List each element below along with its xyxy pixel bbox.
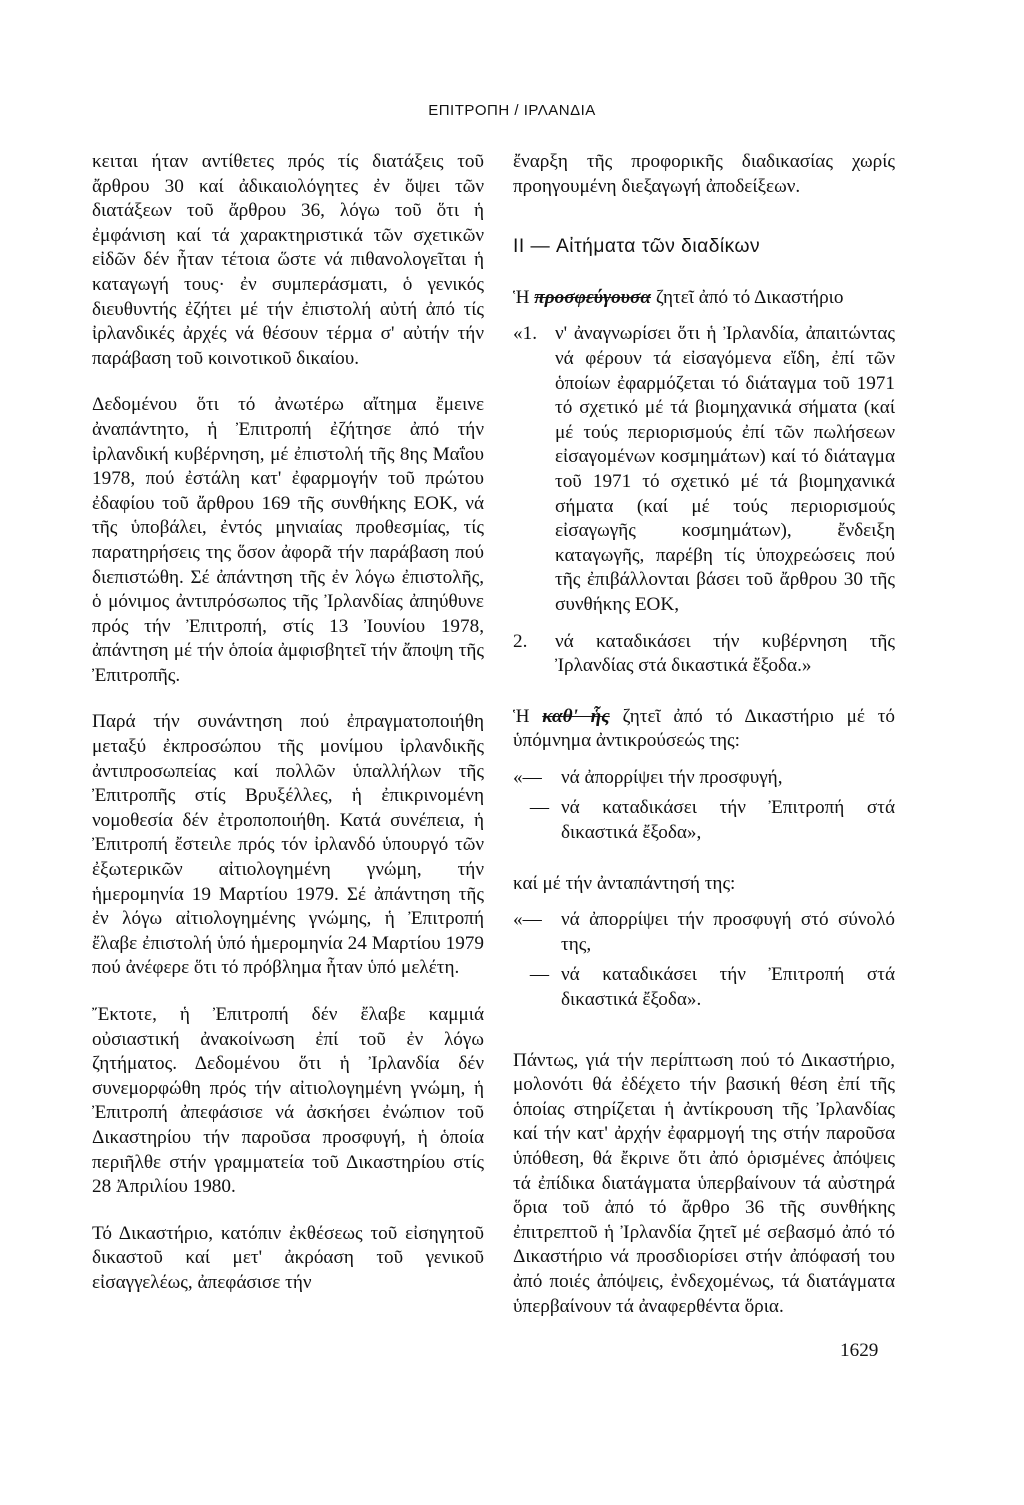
applicant-intro-prefix: Ἡ	[513, 286, 530, 308]
applicant-intro-suffix: ζητεῖ ἀπό τό Δικαστήριο	[655, 286, 844, 308]
page-number: 1629	[840, 1340, 879, 1361]
defendant-intro-prefix: Ἡ	[513, 705, 530, 727]
claim-item	[513, 322, 895, 617]
paragraph: Τό Δικαστήριο, κατόπιν ἐκθέσεως τοῦ εἰσηγητοῦ δικαστοῦ καί μετ' ἀκρόαση τοῦ γενικοῦ εἰσαγγελέως, ἀπεφάσισε τήν	[92, 1222, 484, 1293]
claim-item	[513, 630, 895, 679]
defendant-intro-suffix: ζητεῖ ἀπό τό Δικαστήριο μέ τό ὑπόμνημα ἀντικρούσεώς της:	[513, 705, 896, 752]
paragraph: Παρά τήν συνάντηση πού ἐπραγματοποιήθη μεταξύ ἐκπροσώπου τῆς μονίμου ἰρλανδικῆς ἀντιπροσωπείας καί πολλῶν ὑπαλλήλων τῆς Ἐπιτροπῆς στίς Βρυξέλλες, ἡ ἐπικρινομένη νομοθεσία δέν ἐτροποποιήθη. Κατά συνέπεια, ἡ Ἐπιτροπή ἔστειλε πρός τόν ἰρλανδό ὑπουργό τῶν ἐξωτερικῶν αἰτιολογημένη γνώμη, τήν ἡμερομηνία 19 Μαρτίου 1979. Σέ ἀπάντηση τῆς ἐν λόγω αἰτιολογημένης γνώμης, ἡ Ἐπιτροπή ἔλαβε ἐπιστολή ὑπό ἡμερομηνία 24 Μαρτίου 1979 πού ἀνέφερε ὅτι τό πρόβλημα ἦταν ὑπό μελέτη.	[92, 711, 484, 979]
paragraph: Δεδομένου ὅτι τό ἀνωτέρω αἴτημα ἔμεινε ἀναπάντητο, ἡ Ἐπιτροπή ἐζήτησε ἀπό τήν ἰρλανδική κυβέρνηση, μέ ἐπιστολή τῆς 8ης Μαΐου 1978, πού ἐστάλη κατ' ἐφαρμογήν τοῦ πρώτου ἐδαφίου τοῦ ἄρθρου 169 τῆς συνθήκης ΕΟΚ, νά τῆς ὑποβάλει, ἐντός μηνιαίας προθεσμίας, τίς παρατηρήσεις της ὅσον ἀφορᾶ τήν παράβαση πού διεπιστώθη. Σέ ἀπάντηση τῆς ἐν λόγω ἐπιστολῆς, ὁ μόνιμος ἀντιπρόσωπος τῆς Ἰρλανδίας ἀπηύθυνε πρός τήν Ἐπιτροπή, στίς 13 Ἰουνίου 1978, ἀπάντηση μέ τήν ὁποία ἀμφισβητεῖ τήν ἄποψη τῆς Ἐπιτροπῆς.	[92, 394, 484, 686]
rejoinder-claim	[513, 908, 895, 957]
dash-marker: «—	[513, 909, 542, 931]
right-column	[513, 150, 895, 1319]
claim-text: νά καταδικάσει τήν Ἐπιτροπή στά δικαστικά ἔξοδα».	[561, 964, 895, 1011]
dash-marker: —	[529, 797, 549, 819]
defendant-intro	[513, 705, 895, 754]
paragraph: Πάντως, γιά τήν περίπτωση πού τό Δικαστήριο, μολονότι θά ἐδέχετο τήν βασική θέση ἐπί τῆς ὁποίας στηρίζεται ἡ ἀντίκρουση τῆς Ἰρλανδίας καί τήν κατ' ἀρχήν ἐφαρμογή της στήν παροῦσα ὑπόθεση, θά ἔκρινε ὅτι ἀπό ὁρισμένες ἀπόψεις τά ἐπίδικα διατάγματα ὑπερβαίνουν τά αὐστηρά ὅρια τοῦ ἀπό τό ἄρθρο 36 τῆς συνθήκης ἐπιτρεπτοῦ ἡ Ἰρλανδία ζητεῖ μέ σεβασμό ἀπό τό Δικαστήριο νά προσδιορίσει στήν ἀπόφασή του ἀπό ποιές ἀπόψεις, ἐνδεχομένως, τά διατάγματα ὑπερβαίνουν τά ἀναφερθέντα ὅρια.	[513, 1049, 895, 1317]
claim-text: νά καταδικάσει τήν Ἐπιτροπή στά δικαστικά ἔξοδα»,	[561, 797, 895, 844]
left-column	[92, 150, 484, 1296]
running-title: ΕΠΙΤΡΟΠΗ / ΙΡΛΑΝΔΙΑ	[428, 102, 596, 119]
claim-text: ν' ἀναγνωρίσει ὅτι ἡ Ἰρλανδία, ἀπαιτώντας νά φέρουν τά εἰσαγόμενα εἴδη, ἐπί τῶν ὁποίων ἐφαρμόζεται τό διάταγμα τοῦ 1971 τό σχετικό μέ τά βιομηχανικά σήματα (καί μέ τούς περιορισμούς ἐπί τῶν πωλήσεων εἰσαγομένων κοσμημάτων) καί τό διάταγμα τοῦ 1971 τό σχετικό μέ τά βιομηχανικά σήματα (καί μέ τούς περιορισμούς εἰσαγωγῆς κοσμημάτων), ἔνδειξη καταγωγῆς, παρέβη τίς ὑποχρεώσεις πού τῆς ἐπιβάλλονται βάσει τοῦ ἄρθρου 30 τῆς συνθήκης ΕΟΚ,	[555, 323, 895, 615]
claim-text: νά ἀπορρίψει τήν προσφυγή στό σύνολό της,	[561, 909, 895, 955]
paragraph: Ἔκτοτε, ἡ Ἐπιτροπή δέν ἔλαβε καμμιά οὐσιαστική ἀνακοίνωση ἐπί τοῦ ἐν λόγω ζητήματος. Δεδομένου ὅτι ἡ Ἰρλανδία δέν συνεμορφώθη πρός τήν αἰτιολογημένη γνώμη, ἡ Ἐπιτροπή ἀπεφάσισε νά ἀσκήσει ἐνώπιον τοῦ Δικαστηρίου τήν παροῦσα προσφυγή, ἡ ὁποία περιῆλθε στήν γραμματεία τοῦ Δικαστηρίου στίς 28 Ἀπριλίου 1980.	[92, 1004, 484, 1198]
paragraph: ἔναρξη τῆς προφορικῆς διαδικασίας χωρίς προηγουμένη διεξαγωγή ἀποδείξεων.	[513, 151, 895, 197]
defendant-claim	[513, 796, 895, 845]
claim-text: νά καταδικάσει τήν κυβέρνηση τῆς Ἰρλανδίας στά δικαστικά ἔξοδα.»	[555, 630, 895, 677]
section-heading: II — Αἰτήματα τῶν διαδίκων	[513, 236, 761, 258]
dash-marker: «—	[513, 766, 542, 788]
rejoinder-claim	[513, 963, 895, 1012]
claim-marker: «1.	[513, 323, 537, 345]
defendant-claim	[513, 766, 895, 791]
applicant-label: προσφεύγουσα	[534, 286, 652, 308]
paragraph: κειται ήταν αντίθετες πρός τίς διατάξεις τοῦ ἄρθρου 30 καί ἀδικαιολόγητες ἐν ὄψει τῶν διατάξεων τοῦ ἄρθρου 36, λόγω τοῦ ὅτι ἡ ἐμφάνιση καί τά χαρακτηριστικά τῶν σχετικῶν εἰδῶν δέν ἦταν τέτοια ὥστε νά πιθανολογεῖται ἡ καταγωγή τους· ἐν συμπεράσματι, ὁ γενικός διευθυντής ἐζήτει μέ τήν ἐπιστολή αὐτή ἀπό τίς ἰρλανδικές ἀρχές νά θέσουν τέρμα σ' αὐτήν τήν παράβαση τοῦ κοινοτικοῦ δικαίου.	[92, 151, 484, 369]
defendant-label: καθ' ἧς	[542, 705, 610, 727]
claim-text: νά ἀπορρίψει τήν προσφυγή,	[561, 766, 783, 788]
rejoinder-intro: καί μέ τήν ἀνταπάντησή της:	[513, 872, 736, 894]
applicant-intro	[513, 286, 895, 311]
dash-marker: —	[529, 964, 549, 986]
claim-marker: 2.	[513, 630, 528, 652]
